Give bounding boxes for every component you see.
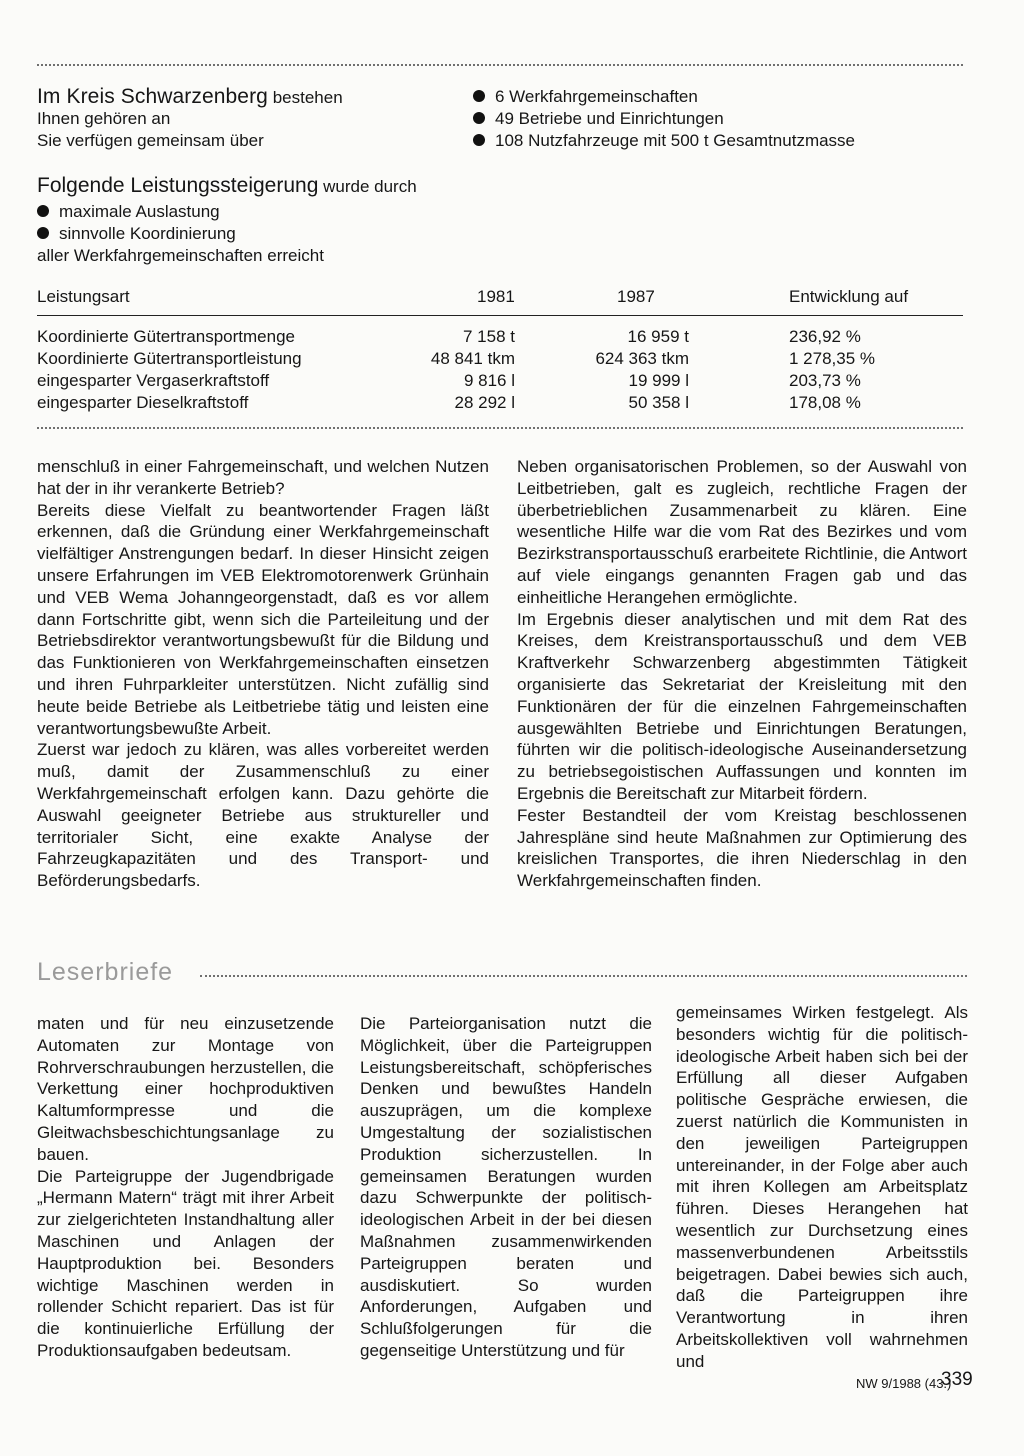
performance-intro — [37, 173, 597, 267]
bullet-icon — [473, 134, 485, 146]
section-title-rule — [200, 975, 967, 977]
info-box-lead-suffix: bestehen — [267, 88, 343, 107]
table-header: 1981 — [477, 287, 515, 306]
table-cell: 9 816 l — [463, 371, 515, 390]
performance-heading-suffix: wurde durch — [318, 177, 417, 196]
article-paragraph: menschluß in einer Fahrgemeinschaft, und welchen Nutzen hat der in ihr verankerte Betrieb? — [37, 457, 489, 498]
table-cell: Koordinierte Gütertransportleistung — [37, 349, 302, 368]
table-cell: eingesparter Vergaserkraftstoff — [37, 371, 270, 390]
table-cell: 178,08 % — [789, 393, 861, 412]
letter-paragraph: gemeinsames Wirken festgelegt. Als besonders wichtig für die politisch-ideologische Arbeit haben sich bei der Erfüllung all dieser Aufgaben politische Gespräche erwiesen, die zuerst natürlich die Kommunisten in den jeweiligen Parteigruppen untereinander, in der Folge aber auch mit ihren Kollegen am Arbeitsplatz führen. Dieses Herangehen hat wesentlich zur Durchsetzung eines massenverbundenen Arbeitsstils beigetragen. Dabei bewies sich auch, daß die Parteigruppen ihre Verantwortung in ihren Arbeitskollektiven voll wahrnehmen und — [676, 1003, 968, 1371]
measure-item — [37, 223, 597, 245]
letters-column-3 — [676, 1002, 968, 1373]
info-box-line: Ihnen gehören an — [37, 109, 171, 128]
letter-paragraph: Die Parteiorganisation nutzt die Möglichkeit, über die Parteigruppen Leistungsbereitschaft, schöpferisches Denken und bewußtes Handeln auszuprägen, um die komplexe Umgestaltung der sozialistischen Produktion sicherzustellen. In gemeinsamen Beratungen wurden dazu Schwerpunkte der politisch-ideologischen Arbeit in der bei diesen Maßnahmen zusammenwirkenden Parteigruppen beraten und ausdiskutiert. So wurden Anforderungen, Aufgaben und Schlußfolgerungen für die gegenseitige Unterstützung und für — [360, 1014, 652, 1360]
fact-item — [473, 108, 993, 130]
table-cell: 28 292 l — [454, 393, 515, 412]
table-cell: 203,73 % — [789, 371, 861, 390]
table-header: Entwicklung auf — [789, 287, 909, 306]
facts-list — [473, 86, 993, 152]
performance-table — [37, 286, 967, 414]
table-cell: 236,92 % — [789, 327, 861, 346]
article-paragraph: Zuerst war jedoch zu klären, was alles vorbereitet werden muß, damit der Zusammenschluß zu einer Werkfahrgemeinschaft erfolgen kann. Dazu gehörte die Auswahl geeigneter Betriebe aus struktureller und territorialer Sicht, eine exakte Analyse der Fahrzeugkapazitäten und des Transport- und Beförderungsbedarfs. — [37, 740, 489, 891]
table-cell: 50 358 l — [628, 393, 689, 412]
bullet-icon — [37, 205, 49, 217]
article-column-2 — [517, 456, 967, 892]
table-header: 1987 — [617, 287, 655, 306]
measure-closing: aller Werkfahrgemeinschaften erreicht — [37, 246, 324, 265]
table-cell: 1 278,35 % — [789, 349, 876, 368]
table-cell: 624 363 tkm — [595, 349, 689, 368]
measure-text: sinnvolle Koordinierung — [59, 224, 236, 243]
letter-paragraph: Die Parteigruppe der Jugendbrigade „Hermann Matern“ trägt mit ihrer Arbeit zur zielgerichteten Instandhaltung aller Maschinen und Anlagen der Hauptproduktion bei. Besonders wichtige Maschinen werden in rollender Schicht repariert. Das ist für die kontinuierliche Erfüllung der Produktionsaufgaben bedeutsam. — [37, 1166, 334, 1360]
table-header-row — [37, 286, 967, 308]
bullet-icon — [473, 90, 485, 102]
fact-text: 6 Werkfahrgemeinschaften — [495, 87, 698, 106]
bullet-icon — [37, 227, 49, 239]
performance-heading: Folgende Leistungssteigerung — [37, 174, 319, 197]
article-paragraph: Im Ergebnis dieser analytischen und mit dem Rat des Kreises, dem Kreistransportausschuß und dem VEB Kraftverkehr Schwarzenberg abgestimmten Tätigkeit organisierte das Sekretariat der Kreisleitung mit den Funktionären der für die einzelnen Fahrgemeinschaften ausgewählten Betriebe und Einrichtungen Beratungen, führten wir die politisch-ideologische Auseinandersetzung zu betriebsegoistischen Auffassungen und konnten im Ergebnis die Bereitschaft zur Mitarbeit fördern. — [517, 609, 967, 803]
article-paragraph: Fester Bestandteil der vom Kreistag beschlossenen Jahrespläne sind heute Maßnahmen zur Optimierung des kreislichen Transportes, die ihren Niederschlag in den Werkfahrgemeinschaften finden. — [517, 805, 967, 891]
letters-column-1 — [37, 1013, 334, 1362]
fact-text: 49 Betriebe und Einrichtungen — [495, 109, 724, 128]
table-cell: Koordinierte Gütertransportmenge — [37, 327, 295, 346]
table-header-divider — [37, 315, 963, 316]
info-box-intro — [37, 86, 467, 152]
letters-column-2 — [360, 1013, 652, 1362]
table-row — [37, 392, 967, 414]
bullet-icon — [473, 112, 485, 124]
table-cell: 19 999 l — [628, 371, 689, 390]
table-row — [37, 370, 967, 392]
table-cell: 16 959 t — [627, 327, 689, 346]
page-number: 339 — [941, 1369, 973, 1390]
section-title-leserbriefe: Leserbriefe — [37, 958, 174, 986]
info-box-lead: Im Kreis Schwarzenberg — [37, 85, 268, 108]
box-bottom-rule — [37, 427, 963, 429]
article-paragraph: Neben organisatorischen Problemen, so der Auswahl von Leitbetrieben, galt es zugleich, rechtliche Fragen der überbetrieblichen Zusammenarbeit zu klären. Eine wesentliche Hilfe war die vom Rat des Bezirkes und vom Bezirkstransportausschuß erarbeitete Richtlinie, die Antwort auf viele eingangs genannten Fragen gab und das einheitliche Herangehen ermöglichte. — [517, 457, 967, 607]
measure-item — [37, 201, 597, 223]
top-dotted-rule — [37, 64, 963, 66]
info-box-line: Sie verfügen gemeinsam über — [37, 131, 264, 150]
table-row — [37, 326, 967, 348]
table-cell: eingesparter Dieselkraftstoff — [37, 393, 249, 412]
fact-item — [473, 130, 993, 152]
letter-paragraph: maten und für neu einzusetzende Automaten zur Montage von Rohrverschraubungen herzustellen, die Verkettung einer hochproduktiven Kaltumformpresse und die Gleitwachsbeschichtungsanlage zu bauen. — [37, 1014, 334, 1164]
table-cell: 7 158 t — [463, 327, 515, 346]
fact-item — [473, 86, 993, 108]
fact-text: 108 Nutzfahrzeuge mit 500 t Gesamtnutzmasse — [495, 131, 856, 150]
table-row — [37, 348, 967, 370]
article-column-1 — [37, 456, 489, 892]
article-paragraph: Bereits diese Vielfalt zu beantwortender Fragen läßt erkennen, daß die Gründung einer Werkfahrgemeinschaft vielfältiger Anstrengungen bedarf. In dieser Hinsicht zeigen unsere Erfahrungen im VEB Elektromotorenwerk Grünhain und VEB Wema Johanngeorgenstadt, daß es vor allem dann Fortschritte gibt, wenn sich die Parteileitung und der Betriebsdirektor verantwortungsbewußt für die Bildung und das Funktionieren von Werkfahrgemeinschaften einsetzen und ihren Fuhrparkleiter unterstützen. Nicht zufällig sind heute beide Betriebe als Leitbetriebe tätig und leisten eine verantwortungsbewußte Arbeit. — [37, 500, 489, 738]
measure-text: maximale Auslastung — [59, 202, 220, 221]
table-header: Leistungsart — [37, 287, 130, 306]
issue-reference: NW 9/1988 (43.) — [856, 1376, 952, 1391]
table-cell: 48 841 tkm — [430, 349, 515, 368]
